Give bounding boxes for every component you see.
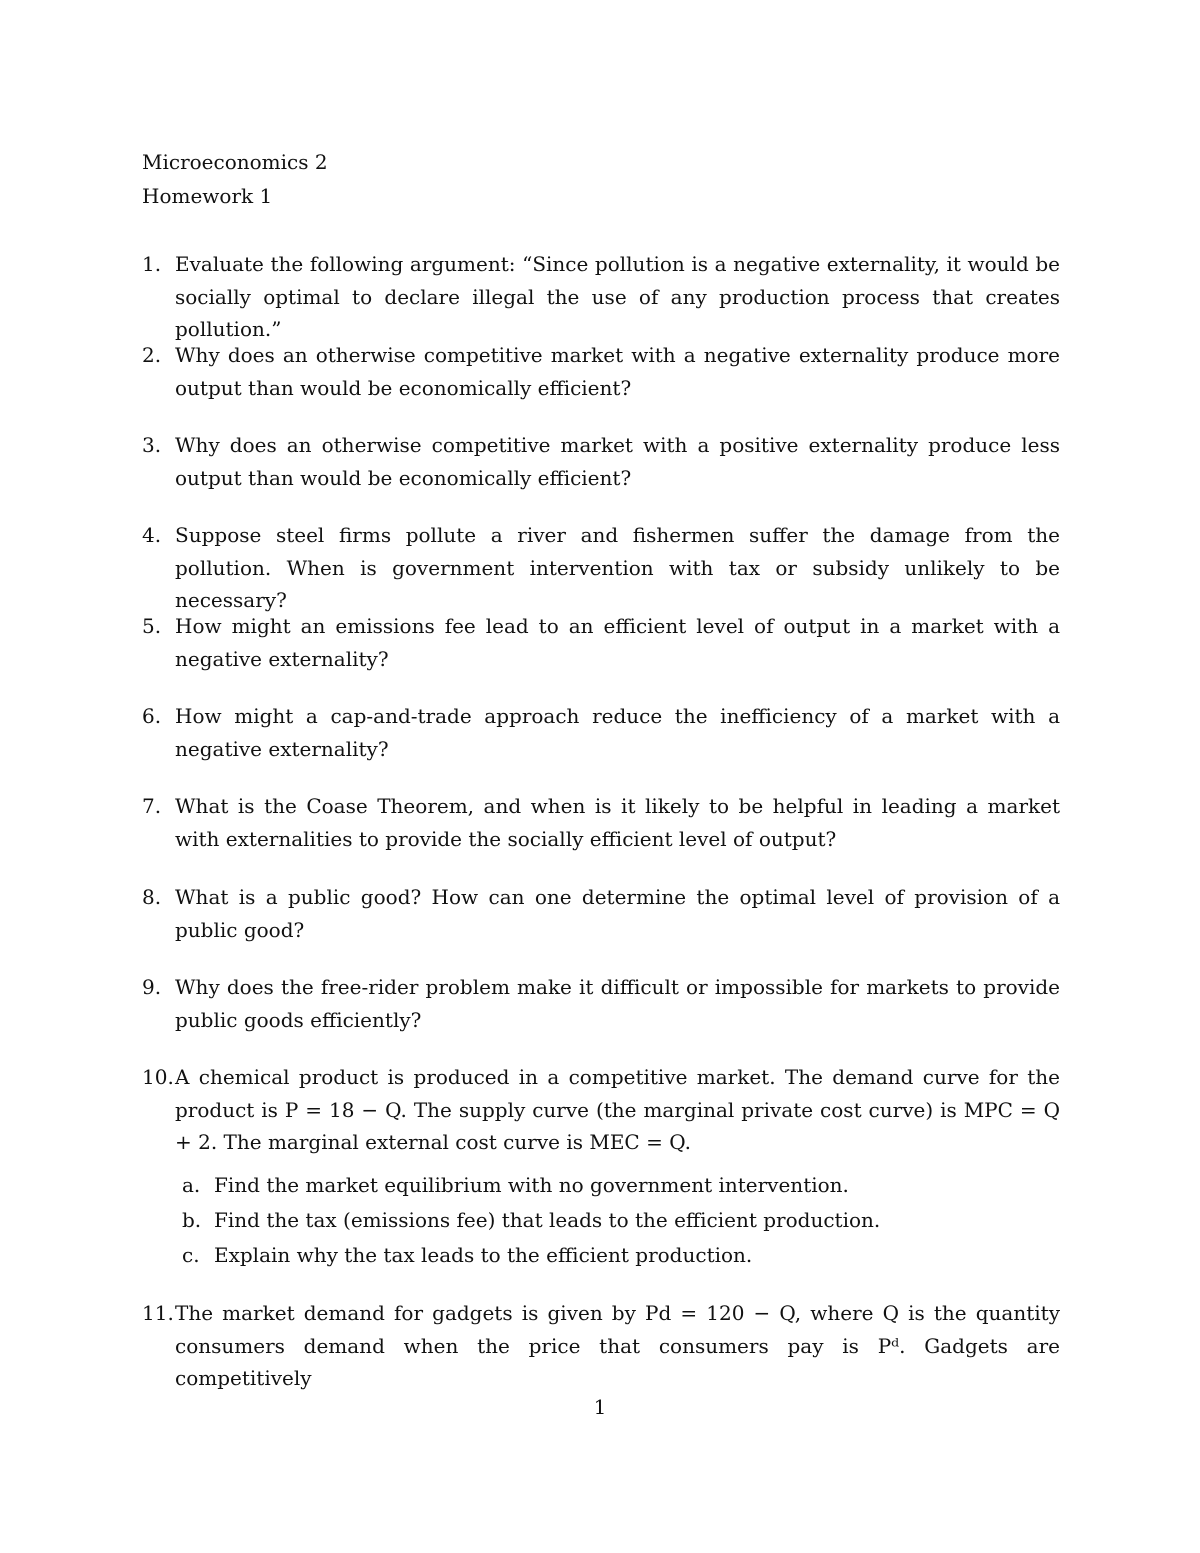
subpart-text: Explain why the tax leads to the efficient production. bbox=[214, 1243, 753, 1267]
question-text: A chemical product is produced in a competitive market. The demand curve for the product is P = 18 − Q. The supply curve (the marginal private cost curve) is MPC = Q + 2. The marginal external cost curve is MEC = Q. bbox=[175, 1065, 1060, 1154]
subpart-a bbox=[182, 1170, 1052, 1200]
question-2 bbox=[142, 339, 1060, 404]
question-number: 10. bbox=[142, 1065, 174, 1089]
question-text: Evaluate the following argument: “Since pollution is a negative externality, it would be socially optimal to declare illegal the use of any production process that creates pollution.” bbox=[175, 252, 1060, 341]
question-7 bbox=[142, 790, 1060, 855]
subpart-text: Find the tax (emissions fee) that leads to the efficient production. bbox=[214, 1208, 881, 1232]
subpart-letter: a. bbox=[182, 1173, 201, 1197]
question-1 bbox=[142, 248, 1060, 346]
question-text: Why does the free-rider problem make it difficult or impossible for markets to provide public goods efficiently? bbox=[175, 975, 1060, 1032]
question-11 bbox=[142, 1297, 1060, 1395]
question-text: What is a public good? How can one determine the optimal level of provision of a public good? bbox=[175, 885, 1060, 942]
subpart-b bbox=[182, 1205, 1052, 1235]
subpart-c bbox=[182, 1240, 1052, 1270]
question-text: Suppose steel firms pollute a river and fishermen suffer the damage from the pollution. When is government intervention with tax or subsidy unlikely to be necessary? bbox=[175, 523, 1060, 612]
question-text: How might a cap-and-trade approach reduce the inefficiency of a market with a negative externality? bbox=[175, 704, 1060, 761]
question-text: Why does an otherwise competitive market with a positive externality produce less output than would be economically efficient? bbox=[175, 433, 1060, 490]
question-number: 2. bbox=[142, 343, 162, 367]
question-number: 9. bbox=[142, 975, 162, 999]
question-text: How might an emissions fee lead to an efficient level of output in a market with a negative externality? bbox=[175, 614, 1060, 671]
question-number: 1. bbox=[142, 252, 162, 276]
question-number: 3. bbox=[142, 433, 162, 457]
question-number: 6. bbox=[142, 704, 162, 728]
question-text: The market demand for gadgets is given by Pd = 120 − Q, where Q is the quantity consumers demand when the price that consumers pay is Pᵈ. Gadgets are competitively bbox=[175, 1301, 1060, 1390]
course-title: Microeconomics 2 bbox=[142, 150, 328, 174]
question-6 bbox=[142, 700, 1060, 765]
question-number: 8. bbox=[142, 885, 162, 909]
question-5 bbox=[142, 610, 1060, 675]
question-text: Why does an otherwise competitive market with a negative externality produce more output than would be economically efficient? bbox=[175, 343, 1060, 400]
question-3 bbox=[142, 429, 1060, 494]
subpart-letter: c. bbox=[182, 1243, 200, 1267]
question-number: 5. bbox=[142, 614, 162, 638]
subpart-text: Find the market equilibrium with no government intervention. bbox=[214, 1173, 849, 1197]
subpart-letter: b. bbox=[182, 1208, 202, 1232]
question-9 bbox=[142, 971, 1060, 1036]
question-number: 7. bbox=[142, 794, 162, 818]
page-number: 1 bbox=[593, 1395, 607, 1419]
question-text: What is the Coase Theorem, and when is it likely to be helpful in leading a market with externalities to provide the socially efficient level of output? bbox=[175, 794, 1060, 851]
question-8 bbox=[142, 881, 1060, 946]
assignment-title: Homework 1 bbox=[142, 184, 273, 208]
question-10 bbox=[142, 1061, 1060, 1159]
question-4 bbox=[142, 519, 1060, 617]
question-number: 4. bbox=[142, 523, 162, 547]
question-number: 11. bbox=[142, 1301, 174, 1325]
